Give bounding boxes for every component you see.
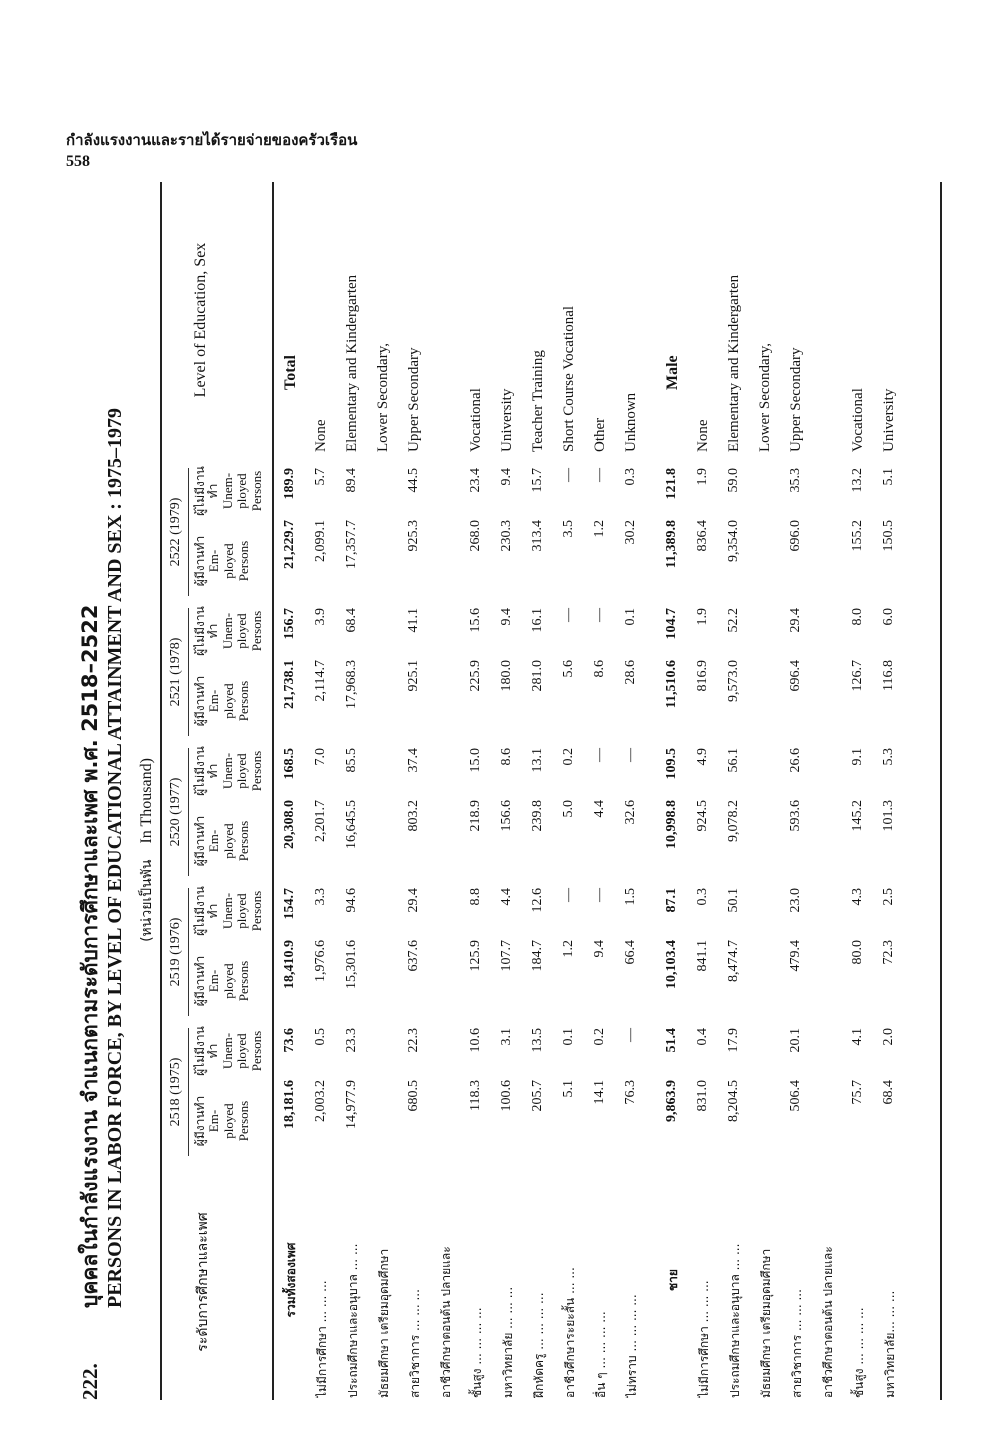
employed-label-thai: ผู้มีงานทำ: [193, 1095, 207, 1147]
row-label-thai: มัธยมศึกษา เตรียมอุดมศึกษา: [759, 1248, 773, 1398]
table-title-thai: บุคคลในกำลังแรงงาน จำแนกตามระดับการศึกษาและเพศ พ.ศ. 2518–2522: [78, 604, 102, 1308]
employed-label-english: Persons: [235, 680, 251, 722]
table-row: [788, 182, 814, 1400]
unemployed-value: —: [592, 608, 607, 622]
unemployed-value: —: [592, 748, 607, 762]
employed-value: 281.0: [530, 660, 545, 692]
year-underline: [188, 888, 189, 1016]
unemployed-value: 1.9: [695, 608, 710, 626]
employed-value: 593.6: [788, 800, 803, 832]
unemployed-label-thai: ผู้ไม่มีงานทำ: [193, 606, 221, 656]
employed-value: 5.6: [561, 660, 576, 678]
employed-label-english: ployed: [220, 963, 236, 999]
table-row: [313, 182, 339, 1400]
unemployed-value: 189.9: [282, 468, 297, 500]
employed-value: 696.0: [788, 520, 803, 552]
unemployed-value: 9.4: [499, 608, 514, 626]
table-row: [695, 182, 721, 1400]
employed-value: 313.4: [530, 520, 545, 552]
column-head-thai: ระดับการศึกษาและเพศ: [195, 1212, 211, 1352]
row-label-thai: ไม่มีการศึกษา ... ... ...: [315, 1280, 329, 1398]
row-label-thai: อื่น ๆ ... ... ... ...: [594, 1311, 608, 1398]
unemployed-value: 4.9: [695, 748, 710, 766]
employed-value: 125.9: [468, 940, 483, 972]
unemployed-label-english: Unem-: [219, 752, 235, 790]
unemployed-column-head: [194, 602, 265, 660]
unemployed-value: 52.2: [726, 608, 741, 633]
unemployed-value: —: [561, 888, 576, 902]
employed-value: 239.8: [530, 800, 545, 832]
row-label-english: Elementary and Kindergarten: [726, 274, 742, 452]
table-row: [499, 182, 525, 1400]
employed-value: 230.3: [499, 520, 514, 552]
employed-value: 180.0: [499, 660, 514, 692]
employed-value: 9,573.0: [726, 660, 741, 702]
unemployed-value: 0.1: [623, 608, 638, 626]
employed-value: 68.4: [881, 1080, 896, 1105]
employed-value: 9,863.9: [664, 1080, 679, 1122]
unemployed-label-english: ployed: [234, 893, 250, 929]
row-label-thai: สายวิชาการ ... ... ...: [408, 1289, 422, 1398]
employed-value: 2,114.7: [313, 660, 328, 702]
unemployed-value: —: [592, 888, 607, 902]
row-label-english: Upper Secondary: [406, 347, 422, 452]
unemployed-value: 12.6: [530, 888, 545, 913]
employed-value: 10,998.8: [664, 800, 679, 849]
unemployed-value: 35.3: [788, 468, 803, 493]
year-label: 2521 (1978): [168, 637, 183, 707]
row-label-english: Unknown: [623, 392, 639, 452]
unemployed-value: 13.2: [850, 468, 865, 493]
employed-column-head: [194, 660, 251, 742]
employed-value: 924.5: [695, 800, 710, 832]
employed-value: 101.3: [881, 800, 896, 832]
unemployed-value: 68.4: [344, 608, 359, 633]
unemployed-value: 104.7: [664, 608, 679, 640]
employed-value: 9.4: [592, 940, 607, 958]
row-label-thai: อาชีวศึกษาตอนต้น ปลายและ: [439, 1246, 453, 1398]
employed-value: 225.9: [468, 660, 483, 692]
unemployed-label-english: ployed: [234, 1033, 250, 1069]
unit-note-thai: (หน่วยเป็นพัน: [139, 859, 155, 942]
unemployed-label-english: Persons: [248, 890, 264, 932]
employed-label-english: Em-: [206, 549, 222, 573]
unemployed-value: 2.0: [881, 1028, 896, 1046]
year-label: 2519 (1976): [168, 917, 183, 987]
table-row: [881, 182, 907, 1400]
unemployed-value: 23.0: [788, 888, 803, 913]
employed-value: 116.8: [881, 660, 896, 691]
unemployed-value: —: [592, 468, 607, 482]
unemployed-value: 168.5: [282, 748, 297, 780]
unemployed-label-english: Unem-: [219, 612, 235, 650]
unemployed-label-english: ployed: [234, 613, 250, 649]
unemployed-value: 85.5: [344, 748, 359, 773]
unemployed-value: —: [561, 608, 576, 622]
table-number: 222.: [78, 1363, 102, 1400]
unemployed-value: 23.4: [468, 468, 483, 493]
employed-value: 17,357.7: [344, 520, 359, 569]
employed-label-english: ployed: [220, 823, 236, 859]
employed-value: 80.0: [850, 940, 865, 965]
employed-value: 75.7: [850, 1080, 865, 1105]
employed-value: 8,474.7: [726, 940, 741, 982]
employed-value: 268.0: [468, 520, 483, 552]
row-label-thai: อาชีวศึกษาระยะสั้น ... ...: [563, 1267, 577, 1398]
employed-value: 14.1: [592, 1080, 607, 1105]
unemployed-label-english: Unem-: [219, 1032, 235, 1070]
row-label-thai: ประถมศึกษาและอนุบาล ... ...: [346, 1243, 360, 1398]
unemployed-value: 10.6: [468, 1028, 483, 1053]
employed-value: 506.4: [788, 1080, 803, 1112]
unemployed-value: 0.4: [695, 1028, 710, 1046]
year-label: 2520 (1977): [168, 777, 183, 847]
unemployed-value: 23.3: [344, 1028, 359, 1053]
unemployed-value: 37.4: [406, 748, 421, 773]
bottom-rule: [940, 182, 942, 1400]
row-label-thai: ชาย: [666, 1269, 680, 1291]
unemployed-value: 1.5: [623, 888, 638, 906]
employed-column-head: [194, 520, 251, 602]
table-row: [623, 182, 649, 1400]
unemployed-value: 41.1: [406, 608, 421, 633]
row-label-english: Vocational: [468, 388, 484, 452]
top-rule: [160, 182, 162, 1400]
employed-value: 126.7: [850, 660, 865, 692]
table-row: [468, 182, 494, 1400]
table-row: [561, 182, 587, 1400]
unemployed-label-english: Persons: [248, 1030, 264, 1072]
row-label-english: Total: [282, 355, 299, 390]
unemployed-value: 154.7: [282, 888, 297, 920]
unemployed-value: 3.3: [313, 888, 328, 906]
employed-label-english: Persons: [235, 960, 251, 1002]
table-row: [664, 182, 690, 1400]
unemployed-value: 4.3: [850, 888, 865, 906]
employed-value: 21,738.1: [282, 660, 297, 709]
row-label-thai: ชั้นสูง ... ... ... ...: [470, 1307, 484, 1398]
employed-value: 836.4: [695, 520, 710, 552]
employed-value: 696.4: [788, 660, 803, 692]
unemployed-label-english: ployed: [234, 753, 250, 789]
unemployed-value: 16.1: [530, 608, 545, 633]
employed-value: 11,389.8: [664, 520, 679, 569]
unemployed-column-head: [194, 1022, 265, 1080]
row-label-english: University: [499, 388, 515, 452]
row-label-thai: ประถมศึกษาและอนุบาล ... ...: [728, 1243, 742, 1398]
row-label-english: None: [695, 419, 711, 452]
employed-value: 155.2: [850, 520, 865, 552]
row-label-english: University: [881, 388, 897, 452]
rotated-table-page: [60, 182, 946, 1400]
unemployed-label-thai: ผู้ไม่มีงานทำ: [193, 746, 221, 796]
unit-note: [136, 300, 158, 1400]
employed-value: 20,308.0: [282, 800, 297, 849]
row-label-english: Lower Secondary,: [757, 343, 773, 452]
employed-value: 680.5: [406, 1080, 421, 1112]
year-underline: [188, 468, 189, 596]
year-label: 2522 (1979): [168, 497, 183, 567]
employed-value: 5.1: [561, 1080, 576, 1098]
row-label-english: Teacher Training: [530, 350, 546, 452]
unemployed-column-head: [194, 462, 265, 520]
unemployed-value: 109.5: [664, 748, 679, 780]
running-header: [66, 128, 926, 171]
unemployed-value: 6.0: [881, 608, 896, 626]
unemployed-value: 0.2: [592, 1028, 607, 1046]
employed-value: 100.6: [499, 1080, 514, 1112]
unemployed-column-head: [194, 742, 265, 800]
unemployed-value: 94.6: [344, 888, 359, 913]
unemployed-value: 44.5: [406, 468, 421, 493]
unemployed-value: 8.8: [468, 888, 483, 906]
unemployed-value: 51.4: [664, 1028, 679, 1053]
employed-value: 2,003.2: [313, 1080, 328, 1122]
unemployed-value: 4.1: [850, 1028, 865, 1046]
employed-value: 1.2: [561, 940, 576, 958]
employed-value: 831.0: [695, 1080, 710, 1112]
employed-value: 9,078.2: [726, 800, 741, 842]
unemployed-value: 5.7: [313, 468, 328, 486]
row-label-english: Upper Secondary: [788, 347, 804, 452]
unemployed-label-english: Unem-: [219, 892, 235, 930]
year-underline: [188, 1028, 189, 1156]
unemployed-label-thai: ผู้ไม่มีงานทำ: [193, 466, 221, 516]
unemployed-value: 3.1: [499, 1028, 514, 1046]
employed-value: 18,410.9: [282, 940, 297, 989]
employed-value: 925.1: [406, 660, 421, 692]
unemployed-value: 73.6: [282, 1028, 297, 1053]
unemployed-value: 87.1: [664, 888, 679, 913]
employed-value: 184.7: [530, 940, 545, 972]
employed-value: 2,201.7: [313, 800, 328, 842]
employed-value: 205.7: [530, 1080, 545, 1112]
employed-value: 1.2: [592, 520, 607, 538]
unemployed-value: 29.4: [788, 608, 803, 633]
employed-value: 5.0: [561, 800, 576, 818]
employed-label-english: ployed: [220, 1103, 236, 1139]
row-label-thai: ไม่มีการศึกษา ... ... ...: [697, 1280, 711, 1398]
unemployed-value: 15.7: [530, 468, 545, 493]
employed-column-head: [194, 1080, 251, 1162]
unemployed-value: 1.9: [695, 468, 710, 486]
unit-note-english: In Thousand): [138, 758, 155, 844]
row-label-thai: มหาวิทยาลัย ... ... ...: [501, 1286, 515, 1398]
row-label-english: Other: [592, 417, 608, 452]
unemployed-value: 121.8: [664, 468, 679, 500]
unemployed-value: 8.6: [499, 748, 514, 766]
unemployed-label-english: ployed: [234, 473, 250, 509]
row-label-thai: มัธยมศึกษา เตรียมอุดมศึกษา: [377, 1248, 391, 1398]
unemployed-value: 5.3: [881, 748, 896, 766]
employed-value: 1,976.6: [313, 940, 328, 982]
employed-value: 3.5: [561, 520, 576, 538]
unemployed-value: 156.7: [282, 608, 297, 640]
row-label-english: Male: [664, 355, 681, 390]
employed-label-thai: ผู้มีงานทำ: [193, 675, 207, 727]
unemployed-value: 20.1: [788, 1028, 803, 1053]
unemployed-value: 8.0: [850, 608, 865, 626]
year-underline: [188, 748, 189, 876]
unemployed-value: 0.2: [561, 748, 576, 766]
employed-value: 156.6: [499, 800, 514, 832]
row-label-english: None: [313, 419, 329, 452]
row-label-english: Short Course Vocational: [561, 305, 577, 452]
employed-column-head: [194, 940, 251, 1022]
employed-value: 28.6: [623, 660, 638, 685]
employed-value: 14,977.9: [344, 1080, 359, 1129]
employed-value: 118.3: [468, 1080, 483, 1111]
employed-value: 9,354.0: [726, 520, 741, 562]
unemployed-value: 0.1: [561, 1028, 576, 1046]
employed-value: 816.9: [695, 660, 710, 692]
unemployed-value: 3.9: [313, 608, 328, 626]
unemployed-value: 22.3: [406, 1028, 421, 1053]
employed-value: 145.2: [850, 800, 865, 832]
unemployed-label-english: Persons: [248, 610, 264, 652]
table-row: [592, 182, 618, 1400]
employed-label-thai: ผู้มีงานทำ: [193, 955, 207, 1007]
unemployed-value: 89.4: [344, 468, 359, 493]
unemployed-value: 17.9: [726, 1028, 741, 1053]
unemployed-value: 0.3: [695, 888, 710, 906]
employed-value: 72.3: [881, 940, 896, 965]
unemployed-label-thai: ผู้ไม่มีงานทำ: [193, 1026, 221, 1076]
employed-value: 10,103.4: [664, 940, 679, 989]
employed-value: 925.3: [406, 520, 421, 552]
table-row: [819, 182, 845, 1400]
table-title-english: PERSONS IN LABOR FORCE, BY LEVEL OF EDUCATIONAL ATTAINMENT AND SEX : 1975–1979: [104, 408, 126, 1308]
unemployed-value: 0.5: [313, 1028, 328, 1046]
unemployed-value: 4.4: [499, 888, 514, 906]
unemployed-value: 29.4: [406, 888, 421, 913]
table-row: [282, 182, 308, 1400]
unemployed-label-english: Unem-: [219, 472, 235, 510]
unemployed-label-english: Persons: [248, 470, 264, 512]
employed-value: 150.5: [881, 520, 896, 552]
employed-label-english: Em-: [206, 829, 222, 853]
unemployed-value: 7.0: [313, 748, 328, 766]
unemployed-value: 13.5: [530, 1028, 545, 1053]
employed-value: 2,099.1: [313, 520, 328, 562]
unemployed-value: 50.1: [726, 888, 741, 913]
row-label-thai: อาชีวศึกษาตอนต้น ปลายและ: [821, 1246, 835, 1398]
row-label-english: Lower Secondary,: [375, 343, 391, 452]
row-label-english: Elementary and Kindergarten: [344, 274, 360, 452]
running-header-title: กำลังแรงงานและรายได้รายจ่ายของครัวเรือน: [66, 131, 358, 149]
unemployed-value: 15.6: [468, 608, 483, 633]
year-underline: [188, 608, 189, 736]
employed-value: 803.2: [406, 800, 421, 832]
header-rule: [272, 182, 274, 1400]
employed-value: 16,645.5: [344, 800, 359, 849]
table-row: [406, 182, 432, 1400]
unemployed-value: 15.0: [468, 748, 483, 773]
employed-label-english: Persons: [235, 540, 251, 582]
employed-value: 8.6: [592, 660, 607, 678]
table-viewport: [60, 182, 946, 1400]
table-row: [757, 182, 783, 1400]
row-label-thai: ฝึกหัดครู ... ... ... ...: [532, 1292, 546, 1398]
unemployed-value: 0.3: [623, 468, 638, 486]
employed-value: 4.4: [592, 800, 607, 818]
row-label-thai: รวมทั้งสองเพศ: [284, 1242, 298, 1318]
column-head-english: Level of Education, Sex: [192, 242, 209, 398]
unemployed-value: 2.5: [881, 888, 896, 906]
employed-value: 637.6: [406, 940, 421, 972]
employed-value: 32.6: [623, 800, 638, 825]
unemployed-value: —: [623, 1028, 638, 1042]
unemployed-value: 13.1: [530, 748, 545, 773]
unemployed-value: 59.0: [726, 468, 741, 493]
employed-value: 479.4: [788, 940, 803, 972]
employed-label-english: ployed: [220, 543, 236, 579]
unemployed-value: 56.1: [726, 748, 741, 773]
unemployed-value: 9.1: [850, 748, 865, 766]
employed-value: 218.9: [468, 800, 483, 832]
employed-value: 841.1: [695, 940, 710, 972]
unemployed-value: —: [623, 748, 638, 762]
unemployed-label-thai: ผู้ไม่มีงานทำ: [193, 886, 221, 936]
employed-value: 11,510.6: [664, 660, 679, 709]
employed-label-english: ployed: [220, 683, 236, 719]
row-label-thai: สายวิชาการ ... ... ...: [790, 1289, 804, 1398]
employed-value: 8,204.5: [726, 1080, 741, 1122]
table-row: [530, 182, 556, 1400]
employed-label-thai: ผู้มีงานทำ: [193, 815, 207, 867]
row-label-english: Vocational: [850, 388, 866, 452]
row-label-thai: มหาวิทยาลัย... ... ...: [883, 1290, 897, 1398]
table-row: [726, 182, 752, 1400]
page-number: 558: [66, 153, 90, 170]
employed-value: 76.3: [623, 1080, 638, 1105]
row-label-thai: ชั้นสูง ... ... ... ...: [852, 1307, 866, 1398]
employed-value: 17,968.3: [344, 660, 359, 709]
unemployed-value: 26.6: [788, 748, 803, 773]
unemployed-value: —: [561, 468, 576, 482]
unemployed-value: 5.1: [881, 468, 896, 486]
employed-value: 107.7: [499, 940, 514, 972]
unemployed-value: 9.4: [499, 468, 514, 486]
employed-label-english: Persons: [235, 820, 251, 862]
employed-label-thai: ผู้มีงานทำ: [193, 535, 207, 587]
unemployed-column-head: [194, 882, 265, 940]
unemployed-label-english: Persons: [248, 750, 264, 792]
employed-value: 30.2: [623, 520, 638, 545]
table-row: [437, 182, 463, 1400]
table-row: [344, 182, 370, 1400]
employed-label-english: Em-: [206, 689, 222, 713]
row-label-thai: ไม่ทราบ ... ... ... ...: [625, 1294, 639, 1398]
table-row: [375, 182, 401, 1400]
employed-value: 18,181.6: [282, 1080, 297, 1129]
employed-label-english: Em-: [206, 1109, 222, 1133]
year-label: 2518 (1975): [168, 1057, 183, 1127]
employed-label-english: Em-: [206, 969, 222, 993]
employed-value: 15,301.6: [344, 940, 359, 989]
employed-value: 66.4: [623, 940, 638, 965]
employed-column-head: [194, 800, 251, 882]
employed-label-english: Persons: [235, 1100, 251, 1142]
table-row: [850, 182, 876, 1400]
employed-value: 21,229.7: [282, 520, 297, 569]
